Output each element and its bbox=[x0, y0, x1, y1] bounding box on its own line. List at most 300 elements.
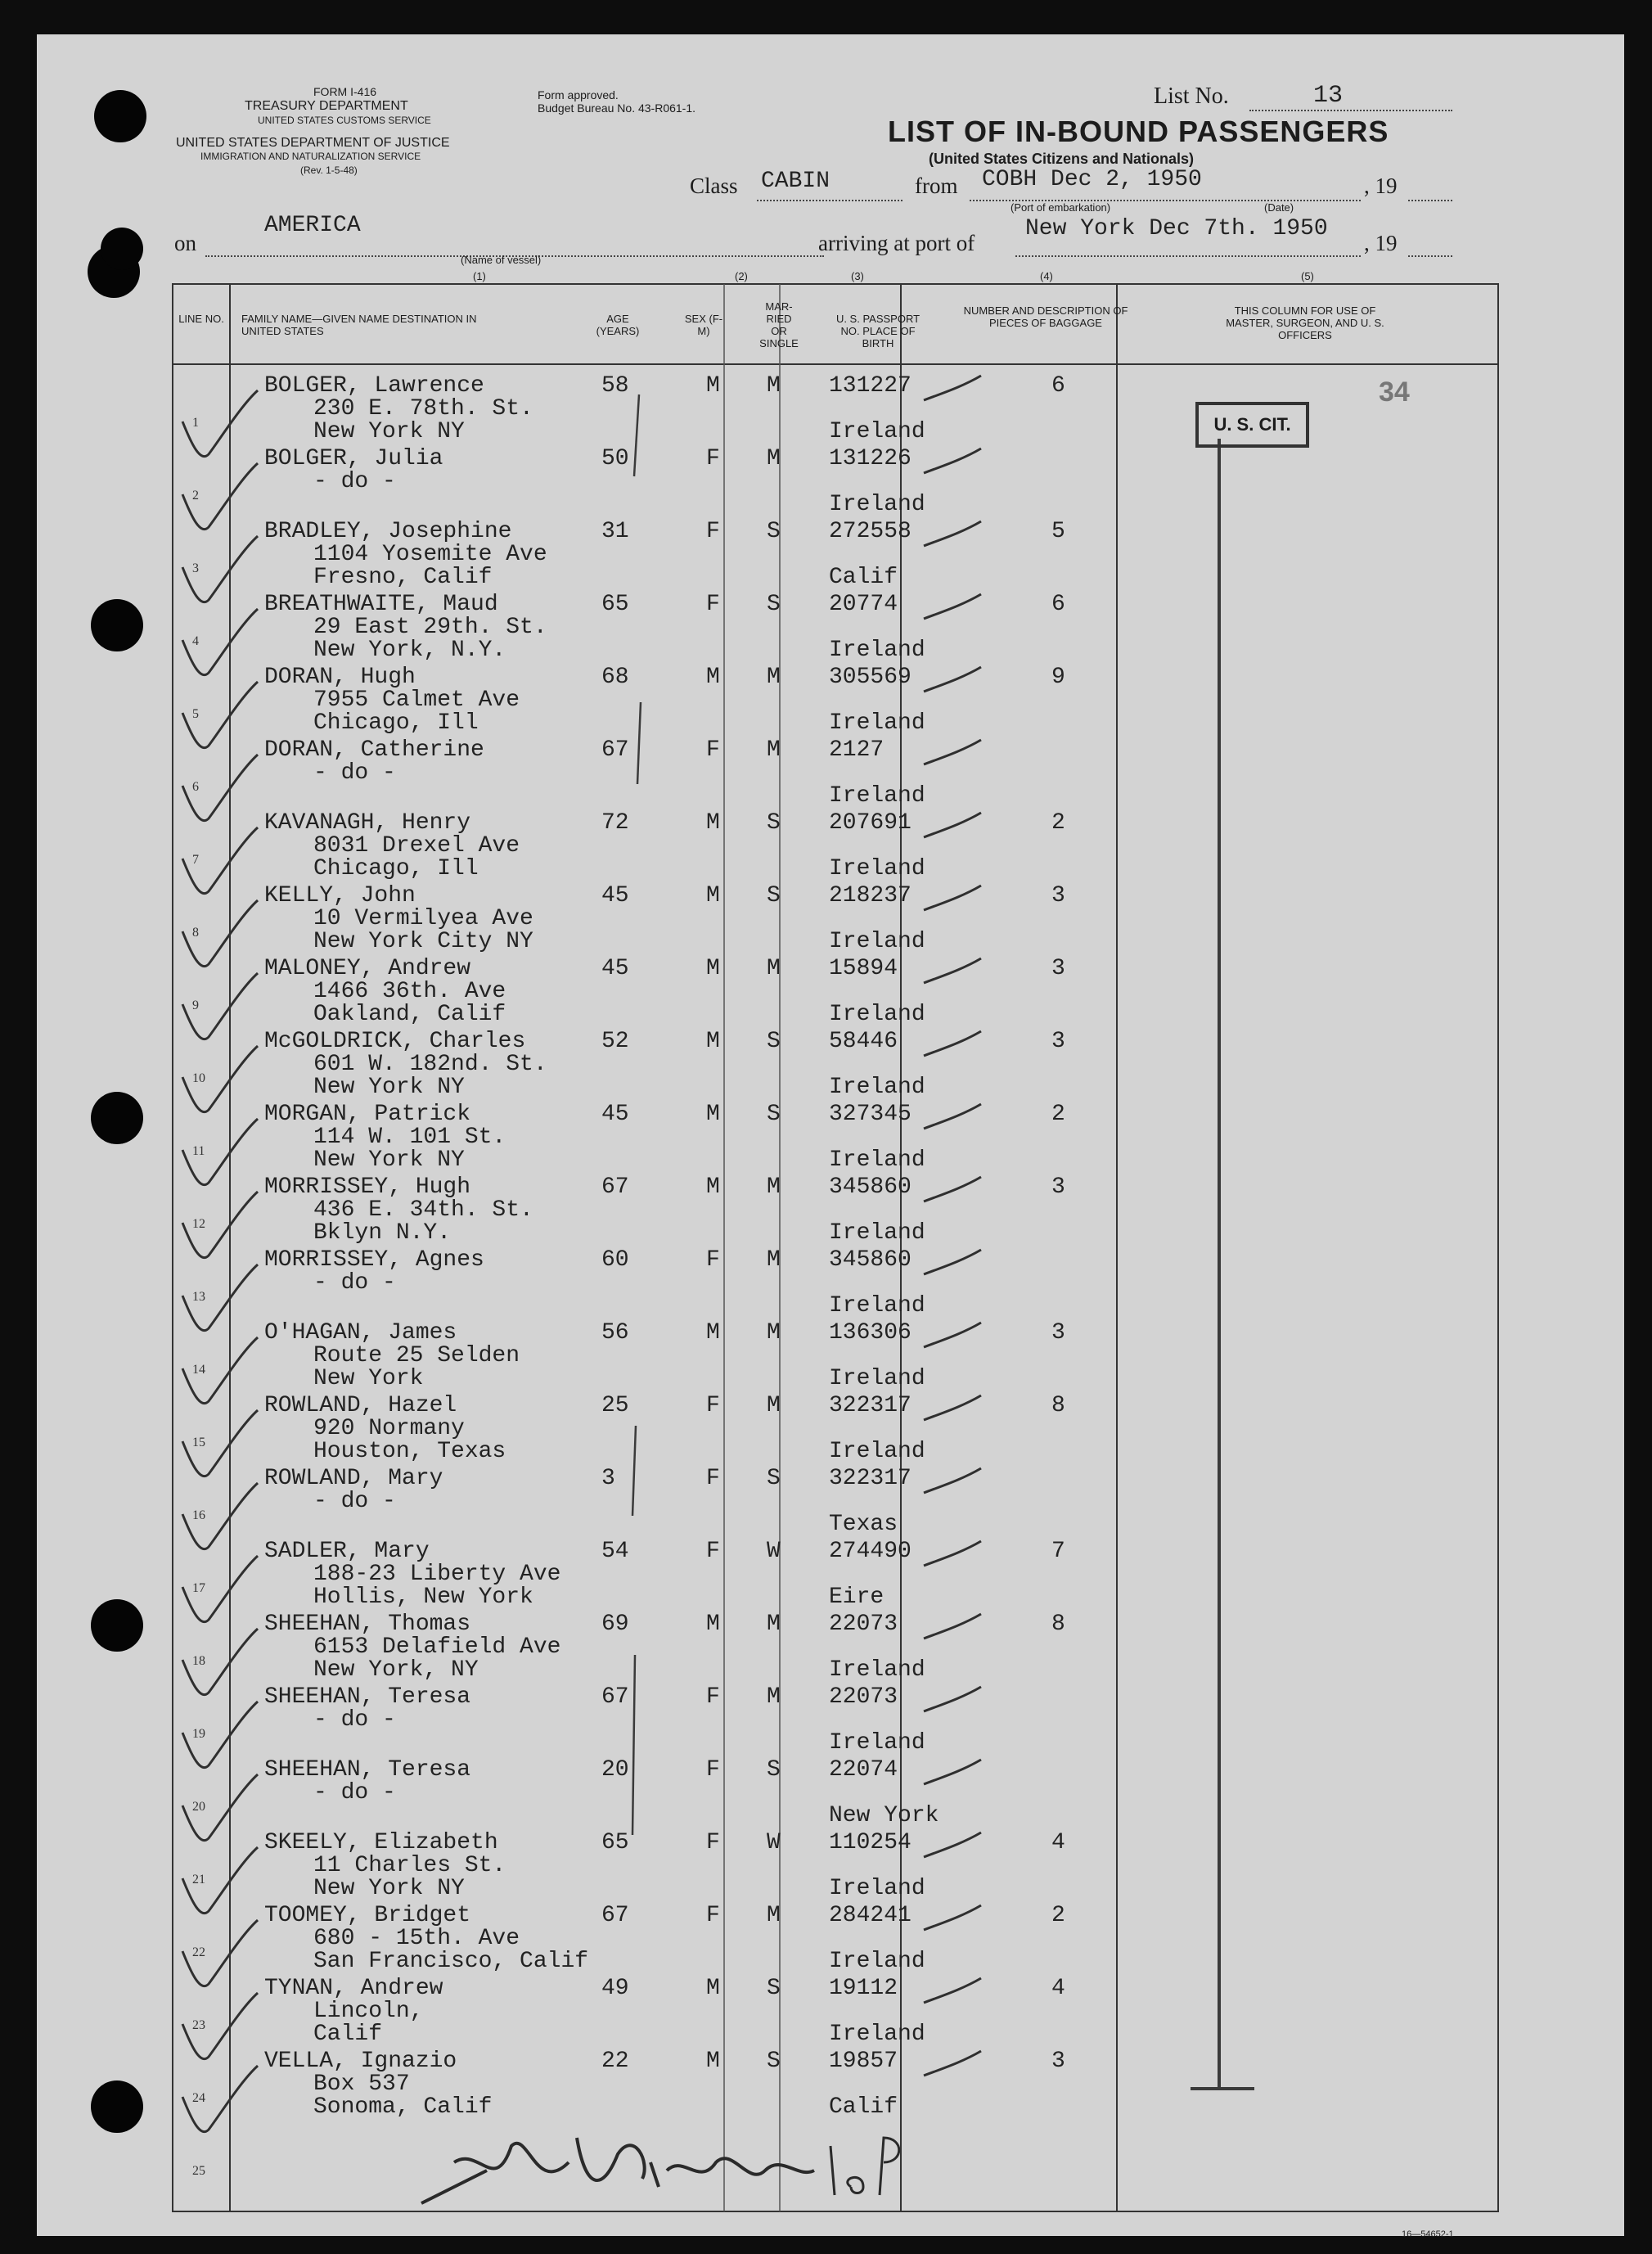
line-number: 25 bbox=[192, 2164, 205, 2178]
marital-status: M bbox=[767, 1612, 781, 1637]
date-note: (Date) bbox=[1264, 201, 1294, 214]
address-line-1: - do - bbox=[313, 469, 396, 494]
passenger-name: MORRISSEY, Agnes bbox=[264, 1247, 484, 1273]
address-line-2: New York NY bbox=[313, 1876, 465, 1901]
passport-tick-mark bbox=[921, 809, 986, 842]
address-line-1: 7955 Calmet Ave bbox=[313, 687, 520, 713]
place-of-birth: Ireland bbox=[829, 1730, 925, 1756]
sex: F bbox=[706, 1830, 720, 1855]
passenger-name: SHEEHAN, Teresa bbox=[264, 1684, 471, 1710]
table-row bbox=[37, 947, 1498, 1027]
marital-status: S bbox=[767, 1102, 781, 1127]
passport-number: 136306 bbox=[829, 1320, 912, 1346]
age: 52 bbox=[601, 1029, 629, 1054]
col-header-passport: U. S. PASSPORT NO. PLACE OF BIRTH bbox=[835, 313, 921, 349]
marital-status: W bbox=[767, 1539, 781, 1564]
marital-status: S bbox=[767, 810, 781, 836]
line-number: 2 bbox=[192, 489, 199, 503]
passenger-name: ROWLAND, Mary bbox=[264, 1466, 443, 1491]
year-suffix-2: , 19 bbox=[1364, 231, 1398, 255]
baggage-count: 3 bbox=[1051, 1029, 1065, 1054]
passenger-name: BOLGER, Lawrence bbox=[264, 373, 484, 399]
passenger-name: SADLER, Mary bbox=[264, 1539, 430, 1564]
table-row bbox=[37, 1165, 1498, 1246]
passport-number: 110254 bbox=[829, 1830, 912, 1855]
port-embark-note: (Port of embarkation) bbox=[1011, 201, 1111, 214]
passenger-name: O'HAGAN, James bbox=[264, 1320, 457, 1346]
list-no-value: 13 bbox=[1313, 82, 1344, 110]
baggage-count: 3 bbox=[1051, 883, 1065, 908]
passenger-name: TOOMEY, Bridget bbox=[264, 1903, 471, 1928]
passenger-name: MORGAN, Patrick bbox=[264, 1102, 471, 1127]
marital-status: M bbox=[767, 956, 781, 981]
passport-number: 272558 bbox=[829, 519, 912, 544]
address-line-2: New York NY bbox=[313, 1075, 465, 1100]
passenger-name: VELLA, Ignazio bbox=[264, 2049, 457, 2074]
marital-status: M bbox=[767, 1320, 781, 1346]
address-line-2: San Francisco, Calif bbox=[313, 1949, 589, 1974]
col-num-1: (1) bbox=[473, 270, 486, 282]
passport-tick-mark bbox=[921, 518, 986, 551]
sex: F bbox=[706, 1903, 720, 1928]
age: 56 bbox=[601, 1320, 629, 1346]
marital-status: S bbox=[767, 1976, 781, 2001]
line-number: 10 bbox=[192, 1071, 205, 1085]
passport-number: 345860 bbox=[829, 1174, 912, 1200]
page-subtitle: (United States Citizens and Nationals) bbox=[929, 151, 1195, 167]
place-of-birth: Eire bbox=[829, 1585, 885, 1610]
officer-signature bbox=[405, 2113, 912, 2220]
table-row bbox=[37, 1748, 1498, 1828]
form-approved: Form approved. bbox=[538, 88, 619, 101]
baggage-count: 9 bbox=[1051, 665, 1065, 690]
col-header-married: MAR- RIED OR SINGLE bbox=[759, 300, 799, 349]
address-line-2: Houston, Texas bbox=[313, 1439, 506, 1464]
baggage-count: 3 bbox=[1051, 2049, 1065, 2074]
passport-number: 131227 bbox=[829, 373, 912, 399]
table-row bbox=[37, 1603, 1498, 1683]
passport-number: 19857 bbox=[829, 2049, 898, 2074]
address-line-1: 188-23 Liberty Ave bbox=[313, 1562, 561, 1587]
immigration-service: IMMIGRATION AND NATURALIZATION SERVICE bbox=[200, 151, 421, 162]
marital-status: S bbox=[767, 592, 781, 617]
place-of-birth: New York bbox=[829, 1803, 939, 1828]
table-row bbox=[37, 1311, 1498, 1391]
marital-status: M bbox=[767, 1684, 781, 1710]
col-num-4: (4) bbox=[1040, 270, 1053, 282]
revision: (Rev. 1-5-48) bbox=[300, 165, 358, 176]
table-row bbox=[37, 656, 1498, 736]
address-line-2: Sonoma, Calif bbox=[313, 2094, 493, 2120]
address-line-1: - do - bbox=[313, 1707, 396, 1733]
passport-number: 322317 bbox=[829, 1393, 912, 1418]
line-number: 1 bbox=[192, 416, 199, 430]
justice-dept: UNITED STATES DEPARTMENT OF JUSTICE bbox=[176, 136, 450, 150]
passport-tick-mark bbox=[921, 1319, 986, 1352]
passport-number: 15894 bbox=[829, 956, 898, 981]
sex: F bbox=[706, 1539, 720, 1564]
passenger-name: BREATHWAITE, Maud bbox=[264, 592, 498, 617]
table-row bbox=[37, 364, 1498, 444]
passport-tick-mark bbox=[921, 1611, 986, 1643]
table-row bbox=[37, 1093, 1498, 1173]
place-of-birth: Calif bbox=[829, 2094, 898, 2120]
place-of-birth: Ireland bbox=[829, 492, 925, 517]
address-line-1: 8031 Drexel Ave bbox=[313, 833, 520, 859]
address-line-1: 6153 Delafield Ave bbox=[313, 1634, 561, 1660]
treasury-dept: TREASURY DEPARTMENT bbox=[245, 99, 408, 113]
age: 25 bbox=[601, 1393, 629, 1418]
line-number: 11 bbox=[192, 1144, 205, 1158]
col-num-5: (5) bbox=[1301, 270, 1314, 282]
line-number: 13 bbox=[192, 1290, 205, 1304]
age: 69 bbox=[601, 1612, 629, 1637]
marital-status: S bbox=[767, 1757, 781, 1783]
form-code: 16—54652-1 bbox=[1402, 2229, 1454, 2239]
passport-tick-mark bbox=[921, 1246, 986, 1279]
arrival-value: New York Dec 7th. 1950 bbox=[1025, 216, 1328, 241]
address-line-1: - do - bbox=[313, 1270, 396, 1296]
passenger-name: ROWLAND, Hazel bbox=[264, 1393, 457, 1418]
marital-status: M bbox=[767, 665, 781, 690]
col-header-line-no: LINE NO. bbox=[178, 313, 224, 325]
passenger-name: MORRISSEY, Hugh bbox=[264, 1174, 471, 1200]
line-number: 18 bbox=[192, 1654, 205, 1668]
address-line-1: 10 Vermilyea Ave bbox=[313, 906, 533, 931]
list-no-label: List No. bbox=[1154, 83, 1229, 109]
passport-number: 345860 bbox=[829, 1247, 912, 1273]
age: 45 bbox=[601, 1102, 629, 1127]
passport-tick-mark bbox=[921, 1902, 986, 1935]
address-line-1: - do - bbox=[313, 760, 396, 786]
place-of-birth: Ireland bbox=[829, 1657, 925, 1683]
passport-number: 207691 bbox=[829, 810, 912, 836]
line-number: 20 bbox=[192, 1800, 205, 1814]
place-of-birth: Texas bbox=[829, 1512, 898, 1537]
baggage-count: 6 bbox=[1051, 592, 1065, 617]
age: 67 bbox=[601, 737, 629, 763]
baggage-count: 3 bbox=[1051, 1320, 1065, 1346]
col-header-name: FAMILY NAME—GIVEN NAME DESTINATION IN UNITED STATES bbox=[241, 313, 477, 337]
table-row bbox=[37, 2040, 1498, 2120]
passenger-name: DORAN, Catherine bbox=[264, 737, 484, 763]
passport-tick-mark bbox=[921, 445, 986, 478]
passport-tick-mark bbox=[921, 1538, 986, 1571]
address-line-2: New York NY bbox=[313, 1147, 465, 1173]
address-line-1: 29 East 29th. St. bbox=[313, 615, 547, 640]
line-number: 3 bbox=[192, 561, 199, 575]
officer-pencil-number: 34 bbox=[1379, 376, 1410, 408]
line-number: 22 bbox=[192, 1945, 205, 1959]
place-of-birth: Ireland bbox=[829, 1002, 925, 1027]
marital-status: M bbox=[767, 737, 781, 763]
line-number: 9 bbox=[192, 999, 199, 1012]
vessel-name: AMERICA bbox=[264, 213, 361, 238]
address-line-1: 436 E. 34th. St. bbox=[313, 1197, 533, 1223]
table-row bbox=[37, 437, 1498, 517]
passport-number: 22073 bbox=[829, 1612, 898, 1637]
marital-status: S bbox=[767, 2049, 781, 2074]
table-row bbox=[37, 1238, 1498, 1319]
passport-number: 22073 bbox=[829, 1684, 898, 1710]
line-number: 21 bbox=[192, 1873, 205, 1887]
place-of-birth: Ireland bbox=[829, 2022, 925, 2047]
passport-number: 327345 bbox=[829, 1102, 912, 1127]
address-line-2: Chicago, Ill bbox=[313, 856, 479, 881]
year-suffix-1: , 19 bbox=[1364, 174, 1398, 198]
sex: M bbox=[706, 883, 720, 908]
address-line-1: - do - bbox=[313, 1489, 396, 1514]
passenger-name: SKEELY, Elizabeth bbox=[264, 1830, 498, 1855]
vessel-note: (Name of vessel) bbox=[461, 254, 542, 266]
marital-status: M bbox=[767, 1393, 781, 1418]
line-number: 19 bbox=[192, 1727, 205, 1741]
passport-tick-mark bbox=[921, 1829, 986, 1862]
sex: F bbox=[706, 592, 720, 617]
embarkation-value: COBH Dec 2, 1950 bbox=[982, 167, 1202, 192]
passport-tick-mark bbox=[921, 591, 986, 624]
age: 22 bbox=[601, 2049, 629, 2074]
address-line-2: Oakland, Calif bbox=[313, 1002, 506, 1027]
place-of-birth: Ireland bbox=[829, 929, 925, 954]
passport-tick-mark bbox=[921, 664, 986, 696]
baggage-count: 8 bbox=[1051, 1612, 1065, 1637]
age: 68 bbox=[601, 665, 629, 690]
place-of-birth: Calif bbox=[829, 565, 898, 590]
form-number: FORM I-416 bbox=[313, 85, 377, 98]
place-of-birth: Ireland bbox=[829, 1147, 925, 1173]
class-value: CABIN bbox=[761, 169, 831, 194]
table-row bbox=[37, 1384, 1498, 1464]
passport-number: 305569 bbox=[829, 665, 912, 690]
col-num-2: (2) bbox=[735, 270, 748, 282]
sex: F bbox=[706, 1684, 720, 1710]
table-row bbox=[37, 874, 1498, 954]
address-line-1: Lincoln, bbox=[313, 1999, 424, 2024]
passenger-name: KELLY, John bbox=[264, 883, 416, 908]
passport-tick-mark bbox=[921, 1101, 986, 1134]
address-line-2: New York, N.Y. bbox=[313, 638, 506, 663]
sex: M bbox=[706, 373, 720, 399]
baggage-count: 2 bbox=[1051, 1102, 1065, 1127]
passenger-name: MALONEY, Andrew bbox=[264, 956, 471, 981]
passport-tick-mark bbox=[921, 1028, 986, 1061]
sex: M bbox=[706, 1320, 720, 1346]
table-row bbox=[37, 728, 1498, 809]
address-line-2: Calif bbox=[313, 2022, 383, 2047]
address-line-1: Route 25 Selden bbox=[313, 1343, 520, 1368]
page-title: LIST OF IN-BOUND PASSENGERS bbox=[888, 115, 1389, 148]
age: 45 bbox=[601, 956, 629, 981]
passenger-name: BRADLEY, Josephine bbox=[264, 519, 512, 544]
address-line-1: 601 W. 182nd. St. bbox=[313, 1052, 547, 1077]
marital-status: M bbox=[767, 446, 781, 471]
place-of-birth: Ireland bbox=[829, 638, 925, 663]
table-row bbox=[37, 1020, 1498, 1100]
passport-number: 2127 bbox=[829, 737, 885, 763]
col-num-3: (3) bbox=[851, 270, 864, 282]
marital-status: M bbox=[767, 373, 781, 399]
sex: M bbox=[706, 1976, 720, 2001]
line-number: 6 bbox=[192, 780, 199, 794]
age: 3 bbox=[601, 1466, 615, 1491]
address-line-2: Hollis, New York bbox=[313, 1585, 533, 1610]
customs-service: UNITED STATES CUSTOMS SERVICE bbox=[258, 115, 431, 126]
sex: F bbox=[706, 1466, 720, 1491]
age: 50 bbox=[601, 446, 629, 471]
passport-tick-mark bbox=[921, 955, 986, 988]
passport-tick-mark bbox=[921, 1174, 986, 1206]
address-line-1: 230 E. 78th. St. bbox=[313, 396, 533, 421]
line-number: 12 bbox=[192, 1217, 205, 1231]
passport-number: 131226 bbox=[829, 446, 912, 471]
baggage-count: 2 bbox=[1051, 810, 1065, 836]
baggage-count: 7 bbox=[1051, 1539, 1065, 1564]
passport-tick-mark bbox=[921, 1465, 986, 1498]
age: 65 bbox=[601, 592, 629, 617]
passenger-name: DORAN, Hugh bbox=[264, 665, 416, 690]
marital-status: W bbox=[767, 1830, 781, 1855]
col-header-baggage: NUMBER AND DESCRIPTION OF PIECES OF BAGGAGE bbox=[963, 304, 1128, 329]
age: 58 bbox=[601, 373, 629, 399]
col-header-officers: THIS COLUMN FOR USE OF MASTER, SURGEON, AND U. S. OFFICERS bbox=[1226, 304, 1384, 341]
address-line-1: 920 Normany bbox=[313, 1416, 465, 1441]
age: 31 bbox=[601, 519, 629, 544]
passenger-name: SHEEHAN, Teresa bbox=[264, 1757, 471, 1783]
arriving-label: arriving at port of bbox=[818, 231, 975, 255]
passport-number: 20774 bbox=[829, 592, 898, 617]
place-of-birth: Ireland bbox=[829, 1876, 925, 1901]
table-row bbox=[37, 801, 1498, 881]
table-row bbox=[37, 1457, 1498, 1537]
on-label: on bbox=[174, 231, 196, 255]
marital-status: S bbox=[767, 519, 781, 544]
place-of-birth: Ireland bbox=[829, 1949, 925, 1974]
baggage-count: 3 bbox=[1051, 956, 1065, 981]
passport-number: 58446 bbox=[829, 1029, 898, 1054]
sex: F bbox=[706, 1247, 720, 1273]
passport-tick-mark bbox=[921, 1756, 986, 1789]
baggage-count: 2 bbox=[1051, 1903, 1065, 1928]
age: 20 bbox=[601, 1757, 629, 1783]
place-of-birth: Ireland bbox=[829, 710, 925, 736]
passport-tick-mark bbox=[921, 2048, 986, 2080]
baggage-count: 5 bbox=[1051, 519, 1065, 544]
line-number: 4 bbox=[192, 634, 199, 648]
address-line-1: 1466 36th. Ave bbox=[313, 979, 506, 1004]
table-row bbox=[37, 1894, 1498, 1974]
place-of-birth: Ireland bbox=[829, 1075, 925, 1100]
marital-status: S bbox=[767, 1029, 781, 1054]
address-line-2: Fresno, Calif bbox=[313, 565, 493, 590]
address-line-2: Bklyn N.Y. bbox=[313, 1220, 452, 1246]
age: 65 bbox=[601, 1830, 629, 1855]
baggage-count: 4 bbox=[1051, 1830, 1065, 1855]
passenger-name: TYNAN, Andrew bbox=[264, 1976, 443, 2001]
sex: M bbox=[706, 810, 720, 836]
marital-status: M bbox=[767, 1174, 781, 1200]
table-row bbox=[37, 1675, 1498, 1756]
sex: M bbox=[706, 1029, 720, 1054]
sex: F bbox=[706, 446, 720, 471]
sex: F bbox=[706, 1393, 720, 1418]
passport-number: 22074 bbox=[829, 1757, 898, 1783]
passenger-name: BOLGER, Julia bbox=[264, 446, 443, 471]
table-row bbox=[37, 510, 1498, 590]
address-line-1: 114 W. 101 St. bbox=[313, 1125, 506, 1150]
address-line-2: Chicago, Ill bbox=[313, 710, 479, 736]
marital-status: S bbox=[767, 883, 781, 908]
place-of-birth: Ireland bbox=[829, 1220, 925, 1246]
sex: M bbox=[706, 1612, 720, 1637]
line-number: 23 bbox=[192, 2018, 205, 2032]
address-line-1: Box 537 bbox=[313, 2071, 410, 2097]
age: 72 bbox=[601, 810, 629, 836]
line-number: 8 bbox=[192, 926, 199, 940]
marital-status: S bbox=[767, 1466, 781, 1491]
address-line-1: - do - bbox=[313, 1780, 396, 1805]
age: 67 bbox=[601, 1684, 629, 1710]
passport-tick-mark bbox=[921, 1975, 986, 2008]
table-row bbox=[37, 1967, 1498, 2047]
age: 67 bbox=[601, 1174, 629, 1200]
baggage-count: 4 bbox=[1051, 1976, 1065, 2001]
sex: F bbox=[706, 737, 720, 763]
baggage-count: 3 bbox=[1051, 1174, 1065, 1200]
line-number: 24 bbox=[192, 2091, 205, 2105]
sex: M bbox=[706, 1174, 720, 1200]
us-citizen-stamp: U. S. CIT. bbox=[1195, 402, 1309, 448]
address-line-2: New York NY bbox=[313, 419, 465, 444]
sex: F bbox=[706, 519, 720, 544]
sex: M bbox=[706, 665, 720, 690]
sex: M bbox=[706, 2049, 720, 2074]
passenger-name: McGOLDRICK, Charles bbox=[264, 1029, 526, 1054]
age: 67 bbox=[601, 1903, 629, 1928]
marital-status: M bbox=[767, 1903, 781, 1928]
address-line-1: 680 - 15th. Ave bbox=[313, 1926, 520, 1951]
address-line-1: 11 Charles St. bbox=[313, 1853, 506, 1878]
line-number: 15 bbox=[192, 1436, 205, 1449]
address-line-2: New York City NY bbox=[313, 929, 533, 954]
place-of-birth: Ireland bbox=[829, 856, 925, 881]
place-of-birth: Ireland bbox=[829, 783, 925, 809]
place-of-birth: Ireland bbox=[829, 419, 925, 444]
age: 49 bbox=[601, 1976, 629, 2001]
address-line-2: New York bbox=[313, 1366, 424, 1391]
manifest-sheet bbox=[37, 34, 1624, 2239]
col-header-sex: SEX (F-M) bbox=[684, 313, 723, 337]
baggage-count: 6 bbox=[1051, 373, 1065, 399]
table-row bbox=[37, 583, 1498, 663]
marital-status: M bbox=[767, 1247, 781, 1273]
sex: F bbox=[706, 1757, 720, 1783]
passport-tick-mark bbox=[921, 737, 986, 769]
passport-tick-mark bbox=[921, 1684, 986, 1716]
passport-number: 19112 bbox=[829, 1976, 898, 2001]
passenger-name: SHEEHAN, Thomas bbox=[264, 1612, 471, 1637]
budget-bureau: Budget Bureau No. 43-R061-1. bbox=[538, 101, 696, 115]
passport-tick-mark bbox=[921, 882, 986, 915]
passport-number: 284241 bbox=[829, 1903, 912, 1928]
class-label: Class bbox=[690, 174, 738, 198]
col-header-age: AGE (YEARS) bbox=[596, 313, 640, 337]
passport-tick-mark bbox=[921, 1392, 986, 1425]
line-number: 7 bbox=[192, 853, 199, 867]
address-line-2: New York, NY bbox=[313, 1657, 479, 1683]
line-number: 17 bbox=[192, 1581, 205, 1595]
age: 54 bbox=[601, 1539, 629, 1564]
